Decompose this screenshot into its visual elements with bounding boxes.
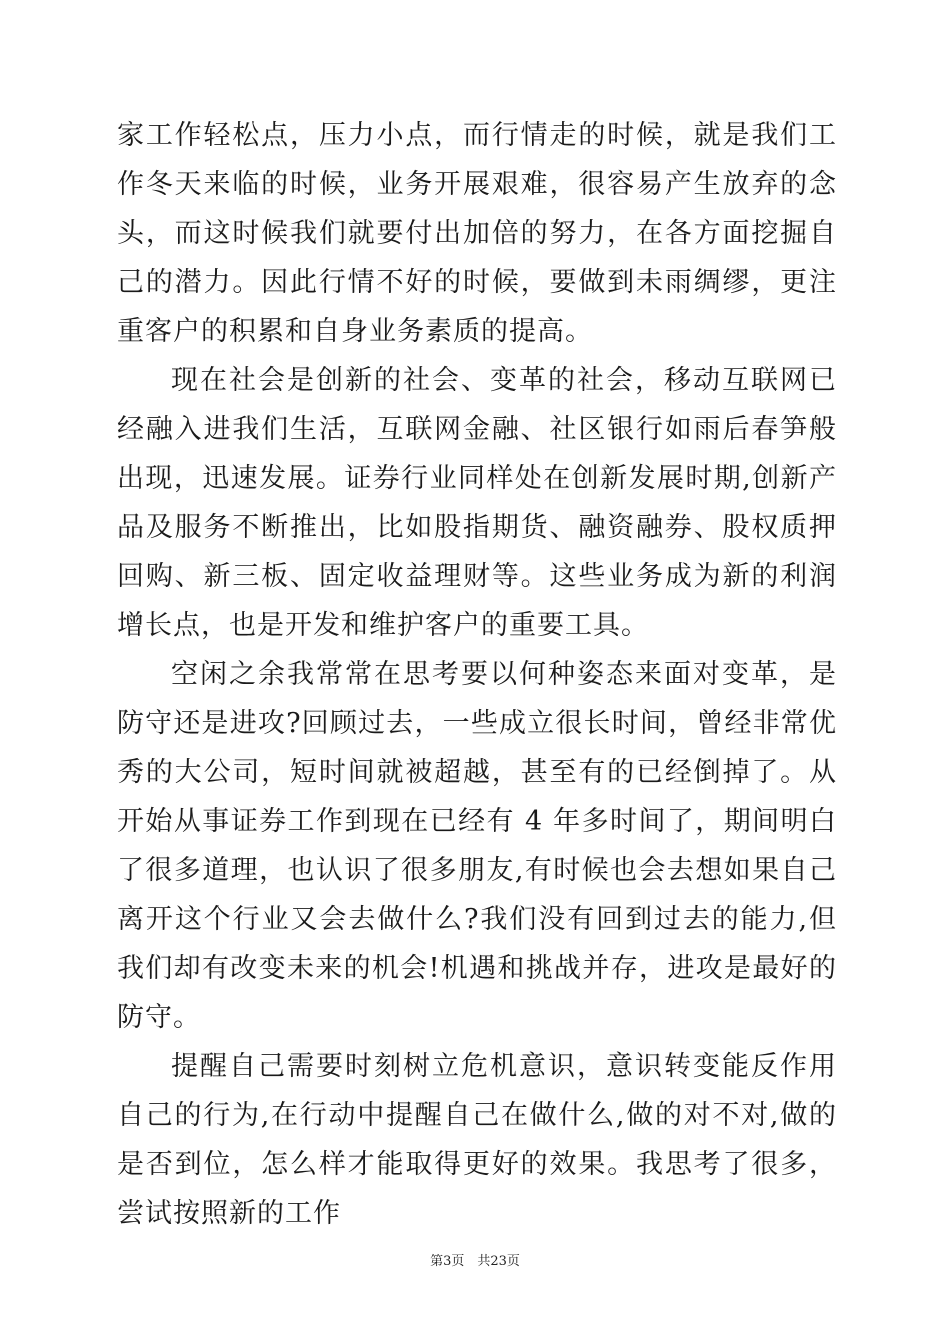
paragraph-innovation: 现在社会是创新的社会、变革的社会，移动互联网已经融入进我们生活，互联网金融、社区银行如雨后春笋般出现，迅速发展。证券行业同样处在创新发展时期,创新产品及服务不断推出，比如股指期货、融资融券、股权质押回购、新三板、固定收益理财等。这些业务成为新的利润增长点，也是开发和维护客户的重要工具。 bbox=[117, 365, 837, 641]
paragraph-continuation: 家工作轻松点，压力小点，而行情走的时候，就是我们工作冬天来临的时候，业务开展艰难，很容易产生放弃的念头，而这时候我们就要付出加倍的努力，在各方面挖掘自己的潜力。因此行情不好的时候，要做到未雨绸缪，更注重客户的积累和自身业务素质的提高。 bbox=[117, 120, 837, 347]
page-footer: 第3页 共23页 bbox=[430, 1254, 520, 1269]
paragraph-reflection: 空闲之余我常常在思考要以何种姿态来面对变革，是防守还是进攻?回顾过去，一些成立很长时间，曾经非常优秀的大公司，短时间就被超越，甚至有的已经倒掉了。从开始从事证券工作到现在已经有 4 年多时间了，期间明白了很多道理，也认识了很多朋友,有时候也会去想如果自己离开这个行业又会去做什么?我们没有回到过去的能力,但我们却有改变未来的机会!机遇和挑战并存，进攻是最好的防守。 bbox=[117, 659, 837, 1033]
paragraph-crisis-awareness: 提醒自己需要时刻树立危机意识，意识转变能反作用自己的行为,在行动中提醒自己在做什么,做的对不对,做的是否到位，怎么样才能取得更好的效果。我思考了很多，尝试按照新的工作 bbox=[117, 1051, 837, 1229]
body-text bbox=[117, 111, 837, 1238]
